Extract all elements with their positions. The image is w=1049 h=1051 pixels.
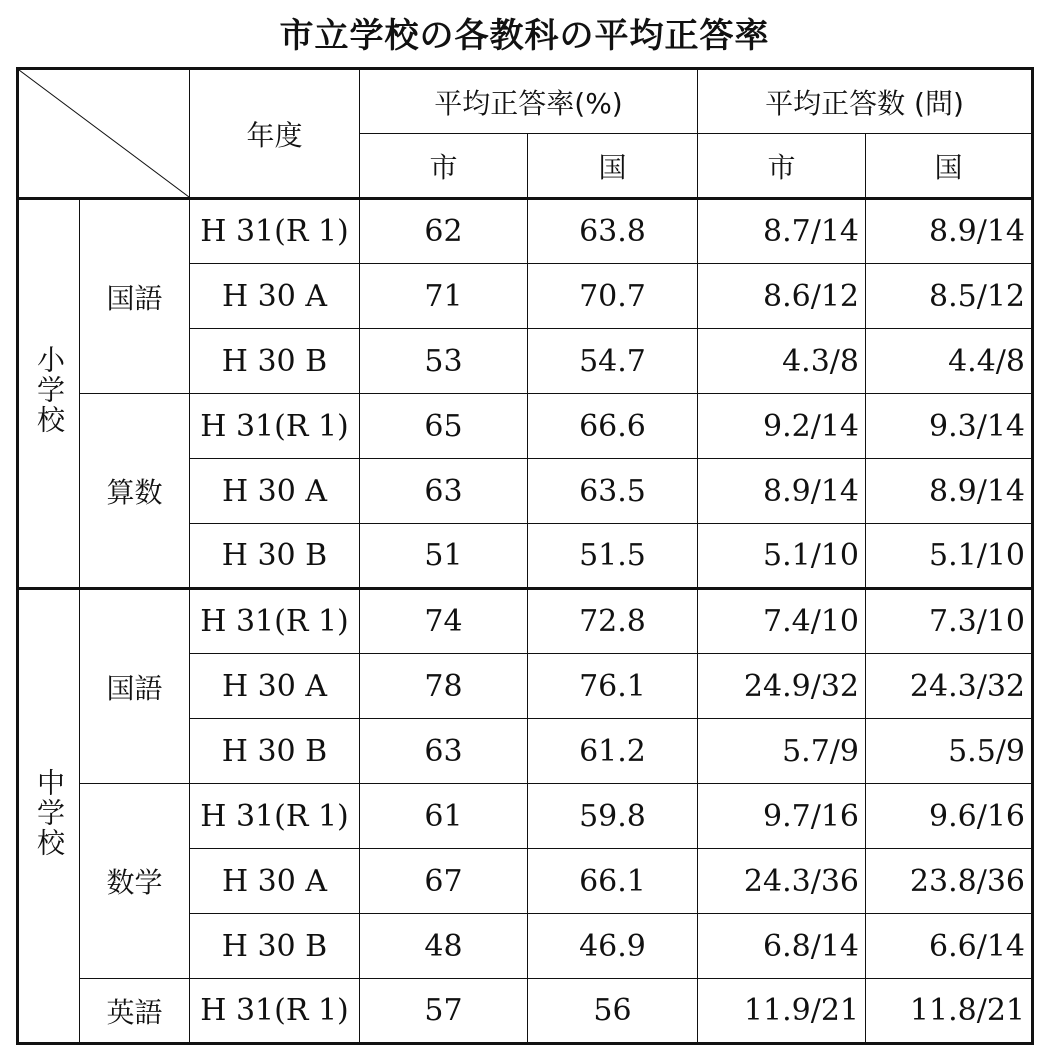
table-row [18,394,1033,459]
corner-cell [18,69,190,199]
rate-nation-cell: 63.8 [528,199,698,264]
count-nation-cell: 11.8/21 [866,979,1033,1044]
rate-city-cell: 71 [360,264,528,329]
rate-city-cell: 67 [360,849,528,914]
count-city-cell: 7.4/10 [698,589,866,654]
count-city-cell: 5.7/9 [698,719,866,784]
rate-nation-cell: 66.6 [528,394,698,459]
count-city-cell: 24.3/36 [698,849,866,914]
count-nation-cell: 8.5/12 [866,264,1033,329]
school-level-label: 小学校 [18,199,80,589]
count-city-cell: 4.3/8 [698,329,866,394]
year-cell: H 31(R 1) [190,394,360,459]
rate-city-cell: 48 [360,914,528,979]
table-row [18,979,1033,1044]
rate-nation-cell: 70.7 [528,264,698,329]
count-nation-cell: 7.3/10 [866,589,1033,654]
count-city-header: 市 [698,134,866,199]
rate-nation-cell: 51.5 [528,524,698,589]
rate-city-header: 市 [360,134,528,199]
count-nation-header: 国 [866,134,1033,199]
rate-nation-cell: 46.9 [528,914,698,979]
rate-city-cell: 61 [360,784,528,849]
count-city-cell: 24.9/32 [698,654,866,719]
rate-city-cell: 78 [360,654,528,719]
rate-nation-cell: 54.7 [528,329,698,394]
year-cell: H 31(R 1) [190,589,360,654]
count-header: 平均正答数 (問) [698,69,1033,134]
count-nation-cell: 24.3/32 [866,654,1033,719]
table-body [18,199,1033,1044]
diagonal-line [19,70,189,197]
count-nation-cell: 6.6/14 [866,914,1033,979]
rate-city-cell: 53 [360,329,528,394]
rate-city-cell: 51 [360,524,528,589]
rate-header: 平均正答率(%) [360,69,698,134]
year-cell: H 30 B [190,719,360,784]
rate-nation-cell: 72.8 [528,589,698,654]
count-city-cell: 5.1/10 [698,524,866,589]
rate-city-cell: 62 [360,199,528,264]
table-row [18,199,1033,264]
rate-nation-cell: 66.1 [528,849,698,914]
table-row [18,784,1033,849]
year-cell: H 30 B [190,914,360,979]
rate-nation-cell: 61.2 [528,719,698,784]
year-cell: H 30 A [190,264,360,329]
year-cell: H 30 B [190,329,360,394]
subject-label: 国語 [80,199,190,394]
count-city-cell: 11.9/21 [698,979,866,1044]
count-nation-cell: 9.6/16 [866,784,1033,849]
count-nation-cell: 9.3/14 [866,394,1033,459]
rate-nation-cell: 59.8 [528,784,698,849]
count-nation-cell: 5.1/10 [866,524,1033,589]
table-row [18,589,1033,654]
rate-nation-cell: 76.1 [528,654,698,719]
count-nation-cell: 8.9/14 [866,459,1033,524]
subject-label: 数学 [80,784,190,979]
rate-city-cell: 74 [360,589,528,654]
year-cell: H 30 A [190,849,360,914]
rate-city-cell: 63 [360,719,528,784]
year-cell: H 31(R 1) [190,979,360,1044]
count-city-cell: 8.9/14 [698,459,866,524]
year-cell: H 30 A [190,654,360,719]
year-cell: H 31(R 1) [190,784,360,849]
count-city-cell: 9.7/16 [698,784,866,849]
rate-city-cell: 63 [360,459,528,524]
results-table [16,67,1034,1045]
subject-label: 算数 [80,394,190,589]
subject-label: 英語 [80,979,190,1044]
count-nation-cell: 4.4/8 [866,329,1033,394]
count-city-cell: 6.8/14 [698,914,866,979]
rate-city-cell: 65 [360,394,528,459]
page-title: 市立学校の各教科の平均正答率 [279,16,770,56]
subject-label: 国語 [80,589,190,784]
year-cell: H 30 A [190,459,360,524]
rate-nation-cell: 56 [528,979,698,1044]
year-cell: H 30 B [190,524,360,589]
count-nation-cell: 5.5/9 [866,719,1033,784]
count-city-cell: 8.7/14 [698,199,866,264]
school-level-label: 中学校 [18,589,80,1044]
count-city-cell: 8.6/12 [698,264,866,329]
rate-nation-header: 国 [528,134,698,199]
count-nation-cell: 8.9/14 [866,199,1033,264]
year-cell: H 31(R 1) [190,199,360,264]
rate-nation-cell: 63.5 [528,459,698,524]
count-nation-cell: 23.8/36 [866,849,1033,914]
count-city-cell: 9.2/14 [698,394,866,459]
rate-city-cell: 57 [360,979,528,1044]
year-header: 年度 [190,69,360,199]
